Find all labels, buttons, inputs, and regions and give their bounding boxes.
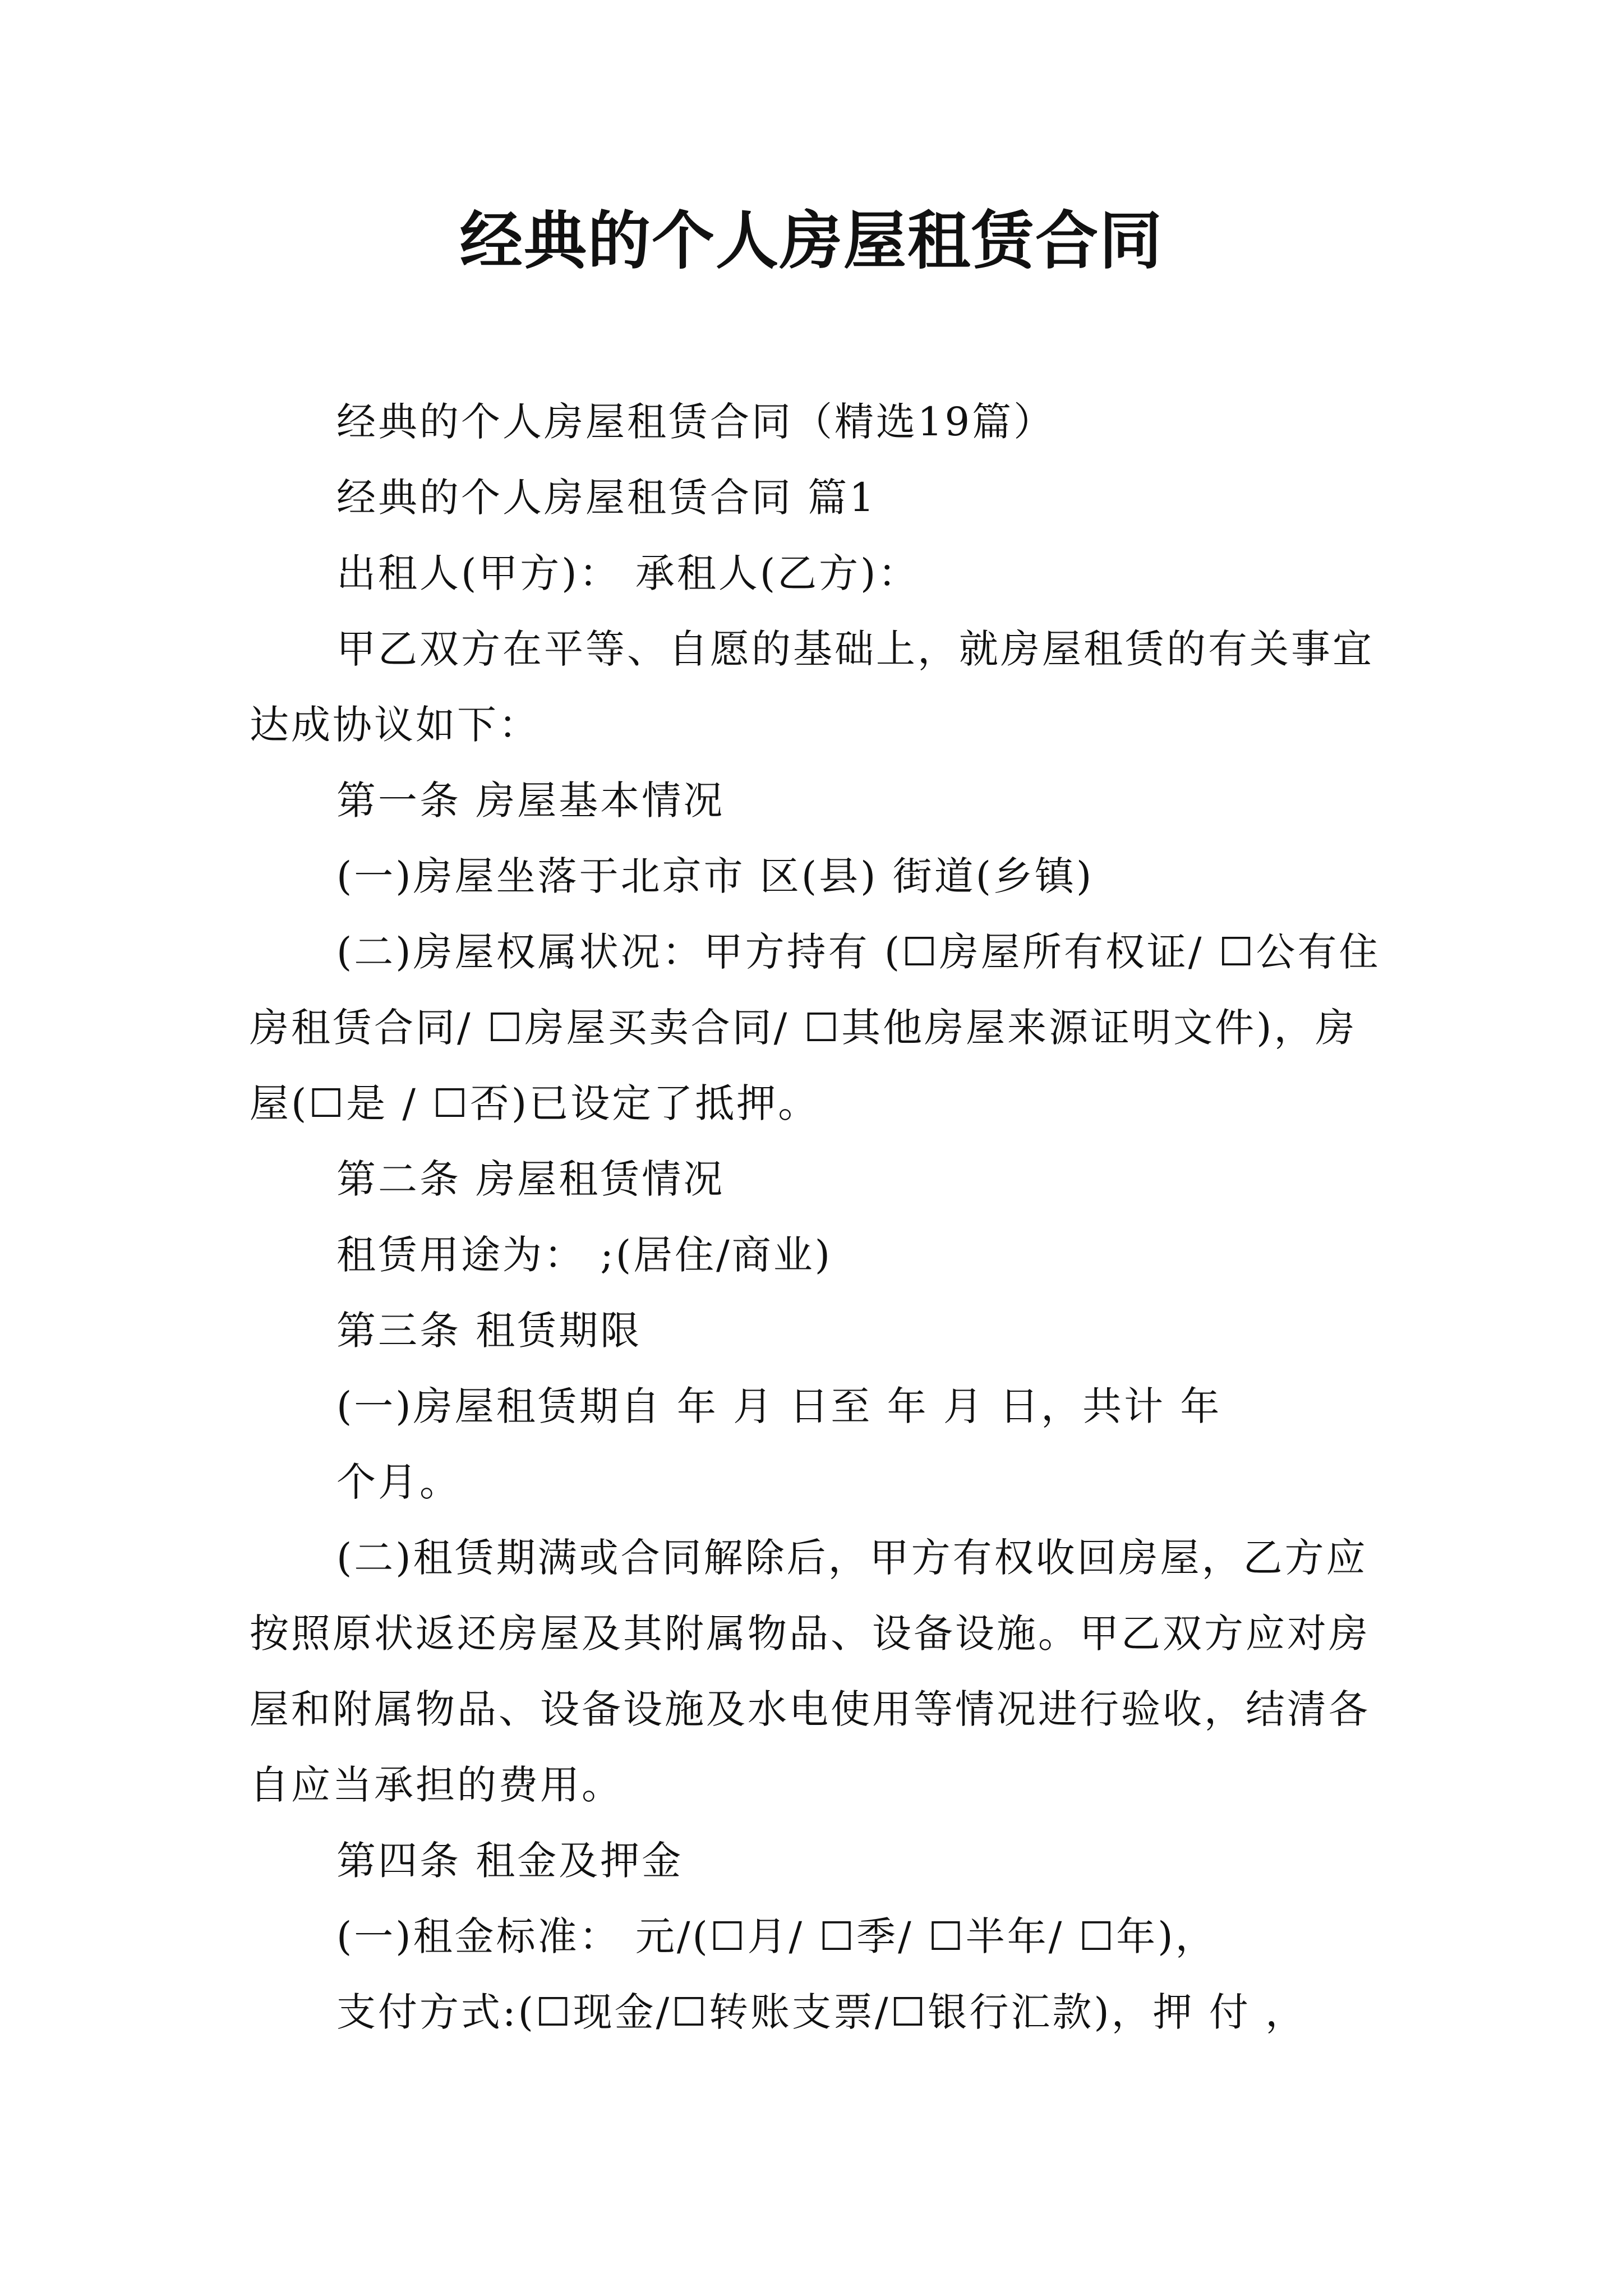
- paragraph: 个月。: [336, 1459, 461, 1505]
- paragraph: 出租人(甲方)： 承租人(乙方)：: [336, 550, 920, 596]
- paragraph: 第四条 租金及押金: [336, 1838, 684, 1884]
- paragraph: 甲乙双方在平等、自愿的基础上，就房屋租赁的有关事宜达成协议如下：: [250, 626, 1374, 748]
- document-body: [250, 384, 1388, 2050]
- paragraph: 租赁用途为： ;(居住/商业): [336, 1232, 833, 1278]
- paragraph: (一)房屋租赁期自 年 月 日至 年 月 日，共计 年: [336, 1383, 1222, 1429]
- paragraph: 第二条 房屋租赁情况: [336, 1156, 725, 1202]
- paragraph: (一)房屋坐落于北京市 区(县) 街道(乡镇): [336, 853, 1094, 899]
- document-title: 经典的个人房屋租赁合同: [460, 204, 1163, 278]
- paragraph: (二)房屋权属状况：甲方持有 (☐房屋所有权证/ ☐公有住房租赁合同/ ☐房屋买卖合同/ ☐其他房屋来源证明文件)，房屋(☐是 / ☐否)已设定了抵押。: [250, 929, 1381, 1126]
- paragraph: 经典的个人房屋租赁合同（精选19篇）: [336, 399, 1055, 445]
- paragraph: 第三条 租赁期限: [336, 1308, 642, 1354]
- paragraph: 经典的个人房屋租赁合同 篇1: [336, 475, 877, 521]
- paragraph: (二)租赁期满或合同解除后，甲方有权收回房屋，乙方应按照原状返还房屋及其附属物品、设备设施。甲乙双方应对房屋和附属物品、设备设施及水电使用等情况进行验收，结清各自应当承担的费用。: [250, 1535, 1370, 1808]
- paragraph: (一)租金标准： 元/(☐月/ ☐季/ ☐半年/ ☐年)，: [336, 1913, 1217, 1959]
- paragraph: 支付方式:(☐现金/☐转账支票/☐银行汇款)，押 付 ，: [336, 1989, 1307, 2035]
- paragraph: 第一条 房屋基本情况: [336, 777, 725, 823]
